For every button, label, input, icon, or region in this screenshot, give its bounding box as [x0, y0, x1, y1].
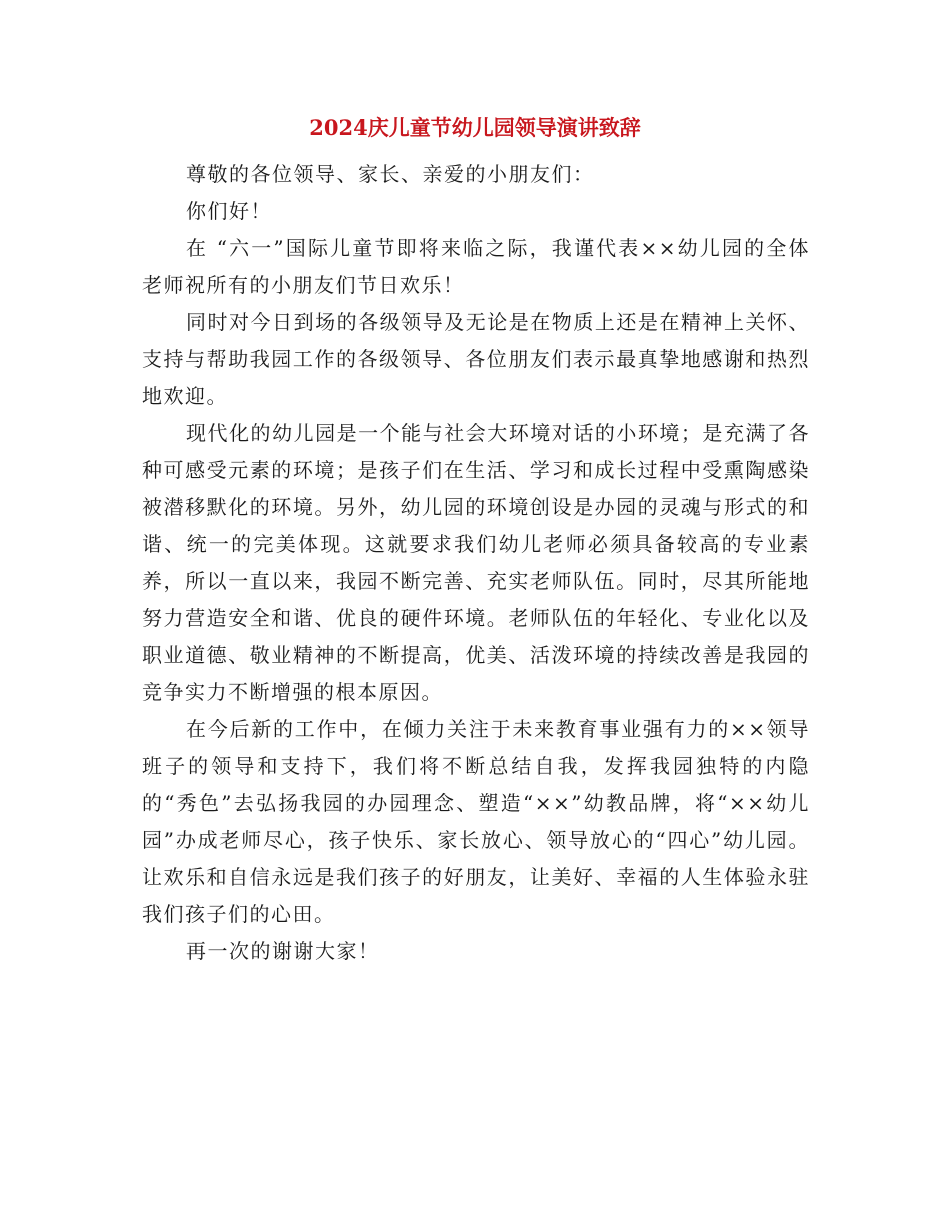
document-title: 2024庆儿童节幼儿园领导演讲致辞: [309, 115, 641, 140]
document-body: [142, 156, 810, 970]
paragraph-environment: 现代化的幼儿园是一个能与社会大环境对话的小环境；是充满了各种可感受元素的环境；是孩子们在生活、学习和成长过程中受熏陶感染被潜移默化的环境。另外，幼儿园的环境创设是办园的灵魂与形式的和谐、统一的完美体现。这就要求我们幼儿老师必须具备较高的专业素养，所以一直以来，我园不断完善、充实老师队伍。同时，尽其所能地努力营造安全和谐、优良的硬件环境。老师队伍的年轻化、专业化以及职业道德、敬业精神的不断提高，优美、活泼环境的持续改善是我园的竞争实力不断增强的根本原因。: [142, 421, 810, 704]
salutation: 尊敬的各位领导、家长、亲爱的小朋友们：: [186, 162, 595, 186]
paragraph-opening: 在 “六一”国际儿童节即将来临之际，我谨代表××幼儿园的全体老师祝所有的小朋友们节日欢乐！: [142, 236, 810, 297]
greeting: 你们好！: [186, 199, 272, 223]
paragraph-thanks: 同时对今日到场的各级领导及无论是在物质上还是在精神上关怀、支持与帮助我园工作的各级领导、各位朋友们表示最真挚地感谢和热烈地欢迎。: [142, 310, 810, 408]
closing-thanks: 再一次的谢谢大家！: [186, 939, 380, 963]
paragraph-future: 在今后新的工作中，在倾力关注于未来教育事业强有力的××领导班子的领导和支持下，我们将不断总结自我，发挥我园独特的内隐的“秀色”去弘扬我园的办园理念、塑造“××”幼教品牌，将“××幼儿园”办成老师尽心，孩子快乐、家长放心、领导放心的“四心”幼儿园。让欢乐和自信永远是我们孩子的好朋友，让美好、幸福的人生体验永驻我们孩子们的心田。: [142, 717, 810, 926]
